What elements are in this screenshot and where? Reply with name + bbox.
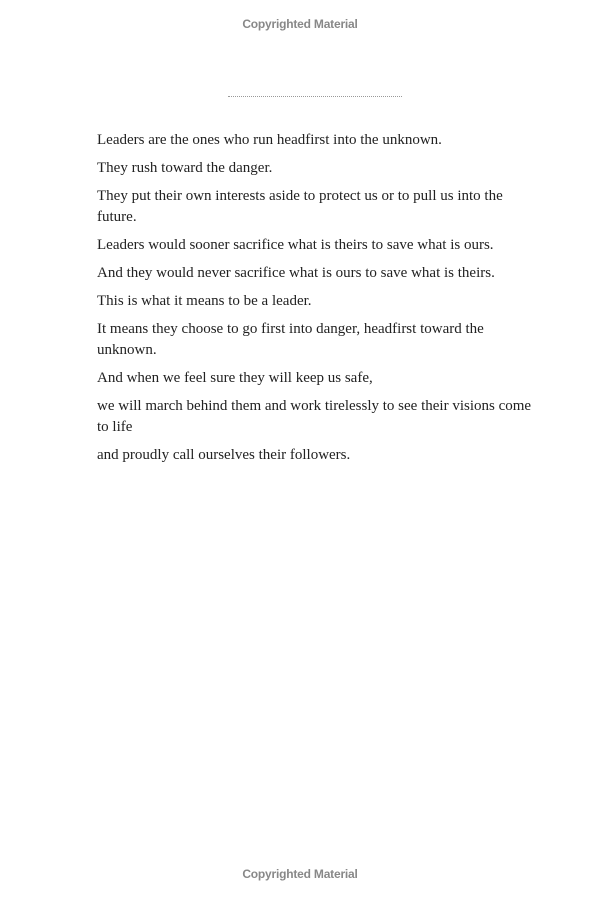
paragraph: And when we feel sure they will keep us safe,	[97, 370, 373, 386]
paragraph: They put their own interests aside to protect us or to pull us into the future.	[97, 188, 503, 225]
section-divider	[228, 96, 402, 97]
body-text	[97, 130, 537, 473]
copyright-footer: Copyrighted Material	[242, 867, 358, 881]
paragraph: and proudly call ourselves their followers.	[97, 447, 351, 463]
paragraph: They rush toward the danger.	[97, 160, 273, 176]
paragraph: And they would never sacrifice what is ours to save what is theirs.	[97, 265, 495, 281]
paragraph: It means they choose to go first into danger, headfirst toward the unknown.	[97, 321, 484, 358]
paragraph: This is what it means to be a leader.	[97, 293, 312, 309]
paragraph: Leaders would sooner sacrifice what is theirs to save what is ours.	[97, 237, 494, 253]
paragraph: we will march behind them and work tirelessly to see their visions come to life	[97, 398, 532, 435]
copyright-header: Copyrighted Material	[242, 17, 358, 31]
paragraph: Leaders are the ones who run headfirst into the unknown.	[97, 132, 442, 148]
